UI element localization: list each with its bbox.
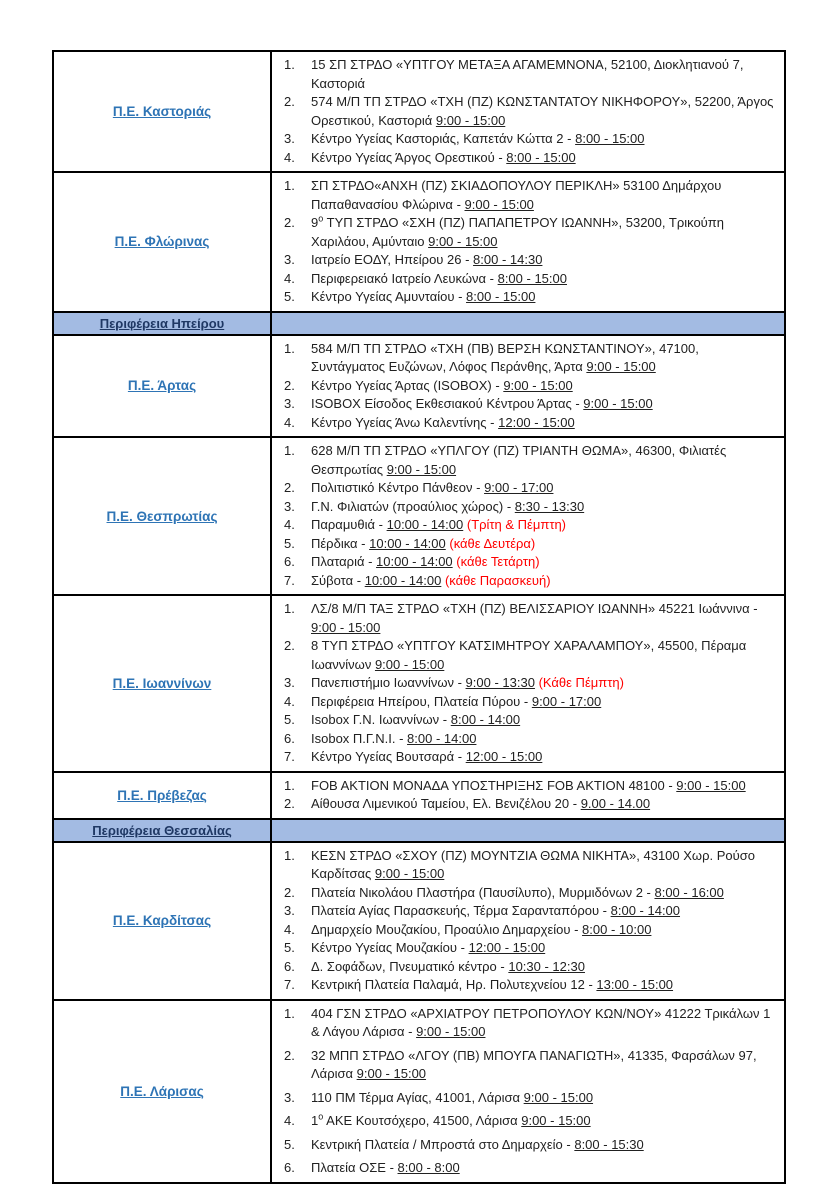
location-text: Πλατεία Νικολάου Πλαστήρα (Παυσίλυπο), Μυρμιδόνων 2 -	[311, 884, 655, 900]
hours-range: 9:00 - 15:00	[416, 1024, 486, 1039]
location-item	[284, 637, 774, 674]
hours-range: 9:00 - 15:00	[503, 377, 573, 393]
region-cell	[54, 336, 272, 437]
ordinal-suffix: ο	[318, 1111, 324, 1122]
location-text: 628 Μ/Π ΤΠ ΣΤΡΔΟ «ΥΠΛΓΟΥ (ΠΖ) ΤΡΙΑΝΤΗ ΘΩΜΑ», 46300, Φιλιατές Θεσπρωτίας	[311, 443, 727, 477]
location-item	[284, 479, 774, 498]
location-text: 15 ΣΠ ΣΤΡΔΟ «ΥΠΤΓΟΥ ΜΕΤΑΞΑ ΑΓΑΜΕΜΝΟΝΑ, 52100, Διοκλητιανού 7, Καστοριά	[311, 57, 744, 91]
location-text: Κεντρική Πλατεία / Μπροστά στο Δημαρχείο -	[311, 1136, 575, 1152]
locations-cell	[272, 773, 784, 818]
table-row	[54, 843, 784, 1001]
location-text: ISOBOX Είσοδος Εκθεσιακού Κέντρου Άρτας -	[311, 396, 584, 411]
location-text: Περιφερειακό Ιατρείο Λευκώνα -	[311, 270, 498, 286]
region-link[interactable]: Π.Ε. Ιωαννίνων	[112, 675, 212, 691]
location-text: ΤΥΠ ΣΤΡΔΟ «ΣΧΗ (ΠΖ) ΠΑΠΑΠΕΤΡΟΥ ΙΩΑΝΝΗ», 53200, Τρικούπη Χαριλάου, Αμύνταιο	[311, 215, 724, 249]
location-item	[284, 498, 774, 517]
location-text: ΚΕΣΝ ΣΤΡΔΟ «ΣΧΟΥ (ΠΖ) ΜΟΥΝΤΖΙΑ ΘΩΜΑ ΝΙΚΗΤΑ», 43100 Χωρ. Ρούσο Καρδίτσας	[311, 847, 755, 881]
location-text: FOB AKTION ΜΟΝΑΔΑ ΥΠΟΣΤΗΡΙΞΗΣ FOB AKTION 48100 -	[311, 777, 677, 793]
location-text: 110 ΠΜ Τέρμα Αγίας, 41001, Λάρισα	[311, 1089, 524, 1105]
location-text: Παραμυθιά -	[311, 517, 387, 532]
location-item	[284, 340, 774, 377]
location-item	[284, 1089, 774, 1108]
hours-range: 8:00 - 16:00	[654, 884, 724, 900]
location-text: Πολιτιστικό Κέντρο Πάνθεον -	[311, 480, 485, 495]
schedule-note: (κάθε Παρασκευή)	[444, 572, 551, 588]
table-row	[54, 596, 784, 773]
location-list	[272, 847, 774, 995]
hours-range: 8:00 - 10:00	[582, 921, 652, 937]
hours-range: 8:30 - 13:30	[514, 498, 585, 514]
location-item	[284, 1159, 774, 1178]
location-list	[272, 340, 774, 433]
locations-cell	[272, 596, 784, 771]
hours-range: 8:00 - 15:00	[497, 270, 567, 286]
region-link[interactable]: Π.Ε. Θεσπρωτίας	[106, 508, 218, 524]
hours-range: 9:00 - 15:00	[523, 1089, 594, 1105]
location-item	[284, 902, 774, 921]
location-item	[284, 1047, 774, 1084]
location-item	[284, 270, 774, 289]
locations-cell	[272, 336, 784, 437]
table-row	[54, 336, 784, 439]
region-cell	[54, 773, 272, 818]
location-list	[272, 442, 774, 590]
location-list	[272, 56, 774, 167]
location-list	[272, 777, 774, 814]
hours-range: 9:00 - 15:00	[311, 619, 381, 635]
hours-range: 8:00 - 14:00	[407, 730, 477, 746]
region-cell	[54, 843, 272, 999]
schedule-note: (κάθε Τετάρτη)	[456, 554, 540, 569]
location-item	[284, 442, 774, 479]
location-list	[272, 1005, 774, 1178]
location-item	[284, 777, 774, 796]
hours-range: 9:00 - 17:00	[531, 693, 602, 709]
hours-range: 8:00 - 8:00	[397, 1160, 460, 1175]
hours-range: 9:00 - 15:00	[583, 396, 653, 411]
ordinal-suffix: ο	[318, 213, 324, 224]
location-item	[284, 130, 774, 149]
section-header-row	[54, 313, 784, 336]
location-text: Πέρδικα -	[311, 535, 370, 551]
location-item	[284, 693, 774, 712]
hours-range: 9:00 - 15:00	[428, 233, 498, 249]
location-text: Γ.Ν. Φιλιατών (προαύλιος χώρος) -	[311, 498, 515, 514]
hours-range: 9:00 - 15:00	[374, 866, 445, 881]
hours-range: 9:00 - 17:00	[484, 480, 554, 495]
location-text: 1	[311, 1113, 319, 1128]
location-list	[272, 600, 774, 767]
section-header-cell	[54, 820, 272, 841]
location-item	[284, 395, 774, 414]
location-text: Περιφέρεια Ηπείρου, Πλατεία Πύρου -	[311, 693, 532, 709]
location-item	[284, 939, 774, 958]
location-text: Πανεπιστήμιο Ιωαννίνων -	[311, 675, 466, 690]
location-item	[284, 600, 774, 637]
location-text: Isobox Π.Γ.Ν.Ι. -	[311, 730, 408, 746]
locations-cell	[272, 438, 784, 594]
hours-range: 9:00 - 15:00	[435, 112, 506, 128]
location-item	[284, 214, 774, 251]
region-link[interactable]: Π.Ε. Καρδίτσας	[112, 913, 212, 928]
location-text: ΑΚΕ Κουτσόχερο, 41500, Λάρισα	[323, 1113, 522, 1128]
hours-range: 9:00 - 15:00	[374, 656, 445, 672]
schedule-note: (Κάθε Πέμπτη)	[538, 675, 624, 690]
location-item	[284, 958, 774, 977]
locations-cell	[272, 173, 784, 311]
table-row	[54, 438, 784, 596]
location-item	[284, 847, 774, 884]
location-text: 404 ΓΣΝ ΣΤΡΔΟ «ΑΡΧΙΑΤΡΟΥ ΠΕΤΡΟΠΟΥΛΟΥ ΚΩΝ/ΝΟΥ» 41222 Τρικάλων 1 & Λάγου Λάρισα -	[311, 1005, 771, 1039]
location-text: 32 ΜΠΠ ΣΤΡΔΟ «ΛΓΟΥ (ΠΒ) ΜΠΟΥΓΑ ΠΑΝΑΓΙΩΤΗ», 41335, Φαρσάλων 97, Λάρισα	[311, 1047, 757, 1081]
location-item	[284, 884, 774, 903]
hours-range: 8:00 - 14:00	[610, 903, 681, 918]
locations-cell	[272, 1001, 784, 1182]
region-link[interactable]: Π.Ε. Λάρισας	[120, 1083, 204, 1099]
location-item	[284, 711, 774, 730]
region-cell	[54, 1001, 272, 1182]
schedule-table	[52, 50, 786, 1184]
section-header-row	[54, 820, 784, 843]
location-text: Κέντρο Υγείας Άρτας (ISOBOX) -	[311, 377, 504, 393]
section-header-label: Περιφέρεια Θεσσαλίας	[92, 822, 232, 838]
location-text: Isobox Γ.Ν. Ιωαννίνων -	[311, 712, 451, 727]
region-cell	[54, 52, 272, 171]
location-text: Δ. Σοφάδων, Πνευματικό κέντρο -	[311, 958, 509, 974]
region-link[interactable]: Π.Ε. Καστοριάς	[112, 104, 212, 119]
location-text: 574 Μ/Π ΤΠ ΣΤΡΔΟ «ΤΧΗ (ΠΖ) ΚΩΝΣΤΑΝΤΑΤΟΥ ΝΙΚΗΦΟΡΟΥ», 52200, Άργος Ορεστικού, Καστοριά	[311, 94, 774, 128]
region-link[interactable]: Π.Ε. Πρέβεζας	[117, 787, 207, 803]
location-text: Κέντρο Υγείας Καστοριάς, Καπετάν Κώττα 2 -	[311, 131, 576, 146]
hours-range: 12:00 - 15:00	[498, 414, 575, 430]
region-link[interactable]: Π.Ε. Άρτας	[127, 378, 197, 394]
hours-range: 8:00 - 14:00	[450, 712, 521, 727]
location-item	[284, 535, 774, 554]
location-item	[284, 553, 774, 572]
hours-range: 9:00 - 15:00	[464, 196, 534, 212]
location-item	[284, 516, 774, 535]
location-item	[284, 674, 774, 693]
location-item	[284, 572, 774, 591]
table-row	[54, 773, 784, 820]
hours-range: 10:00 - 14:00	[386, 517, 464, 532]
location-item	[284, 56, 774, 93]
hours-range: 9:00 - 15:00	[586, 359, 656, 374]
hours-range: 8:00 - 15:30	[574, 1136, 644, 1152]
hours-range: 9:00 - 13:30	[465, 675, 535, 690]
location-text: Κέντρο Υγείας Αμυνταίου -	[311, 289, 467, 304]
hours-range: 8:00 - 15:00	[506, 149, 576, 165]
location-text: Αίθουσα Λιμενικού Ταμείου, Ελ. Βενιζέλου 20 -	[311, 796, 581, 811]
location-text: Κέντρο Υγείας Άργος Ορεστικού -	[311, 149, 507, 165]
location-item	[284, 93, 774, 130]
hours-range: 13:00 - 15:00	[596, 977, 674, 992]
location-item	[284, 149, 774, 168]
location-text: Κέντρο Υγείας Μουζακίου -	[311, 940, 469, 955]
location-item	[284, 976, 774, 995]
table-row	[54, 173, 784, 313]
hours-range: 8:00 - 15:00	[466, 289, 536, 304]
location-item	[284, 1136, 774, 1155]
location-text: ΛΣ/8 Μ/Π ΤΑΞ ΣΤΡΔΟ «ΤΧΗ (ΠΖ) ΒΕΛΙΣΣΑΡΙΟΥ ΙΩΑΝΝΗ» 45221 Ιωάννινα -	[311, 601, 758, 616]
location-item	[284, 748, 774, 767]
location-item	[284, 288, 774, 307]
section-header-label: Περιφέρεια Ηπείρου	[99, 315, 225, 331]
hours-range: 10:00 - 14:00	[369, 535, 446, 551]
section-header-spacer	[272, 820, 784, 841]
hours-range: 9:00 - 15:00	[386, 461, 457, 477]
hours-range: 10:00 - 14:00	[376, 554, 453, 569]
hours-range: 9.00 - 14.00	[580, 796, 651, 811]
location-text: Κέντρο Υγείας Βουτσαρά -	[311, 749, 466, 764]
location-item	[284, 414, 774, 433]
locations-cell	[272, 843, 784, 999]
location-text: Ιατρείο ΕΟΔΥ, Ηπείρου 26 -	[311, 252, 474, 267]
region-cell	[54, 173, 272, 311]
hours-range: 12:00 - 15:00	[465, 749, 543, 764]
location-item	[284, 730, 774, 749]
hours-range: 10:00 - 14:00	[364, 572, 442, 588]
hours-range: 9:00 - 15:00	[521, 1113, 591, 1128]
hours-range: 8:00 - 14:30	[473, 252, 543, 267]
section-header-cell	[54, 313, 272, 334]
location-list	[272, 177, 774, 307]
table-row	[54, 1001, 784, 1182]
location-text: Κέντρο Υγείας Άνω Καλεντίνης -	[311, 414, 499, 430]
table-row	[54, 52, 784, 173]
location-item	[284, 377, 774, 396]
location-text: 584 Μ/Π ΤΠ ΣΤΡΔΟ «ΤΧΗ (ΠΒ) ΒΕΡΣΗ ΚΩΝΣΤΑΝΤΙΝΟΥ», 47100, Συντάγματος Ευζώνων, Λόφος Περάνθης, Άρτα	[311, 340, 699, 374]
schedule-note: (κάθε Δευτέρα)	[449, 535, 536, 551]
location-text: Κεντρική Πλατεία Παλαμά, Ηρ. Πολυτεχνείου 12 -	[311, 977, 597, 992]
section-header-spacer	[272, 313, 784, 334]
hours-range: 9:00 - 15:00	[676, 777, 746, 793]
location-text: Πλατεία Αγίας Παρασκευής, Τέρμα Σαρανταπόρου -	[311, 903, 611, 918]
region-cell	[54, 438, 272, 594]
location-item	[284, 795, 774, 814]
location-text: Δημαρχείο Μουζακίου, Προαύλιο Δημαρχείου -	[311, 921, 583, 937]
location-text: Πλατεία ΟΣΕ -	[311, 1160, 398, 1175]
region-link[interactable]: Π.Ε. Φλώρινας	[114, 234, 210, 250]
locations-cell	[272, 52, 784, 171]
location-text: 8 ΤΥΠ ΣΤΡΔΟ «ΥΠΤΓΟΥ ΚΑΤΣΙΜΗΤΡΟΥ ΧΑΡΑΛΑΜΠΟΥ», 45500, Πέραμα Ιωαννίνων	[311, 638, 747, 672]
hours-range: 10:30 - 12:30	[508, 958, 585, 974]
location-text: Σύβοτα -	[311, 572, 365, 588]
location-item	[284, 921, 774, 940]
location-item	[284, 251, 774, 270]
hours-range: 12:00 - 15:00	[468, 940, 546, 955]
region-cell	[54, 596, 272, 771]
hours-range: 8:00 - 15:00	[575, 131, 645, 146]
location-item	[284, 1112, 774, 1131]
hours-range: 9:00 - 15:00	[356, 1066, 427, 1081]
location-text: ΣΠ ΣΤΡΔΟ«ΑΝΧΗ (ΠΖ) ΣΚΙΑΔΟΠΟΥΛΟΥ ΠΕΡΙΚΛΗ» 53100 Δημάρχου Παπαθανασίου Φλώρινα -	[311, 178, 722, 212]
location-text: Πλαταριά -	[311, 554, 377, 569]
schedule-note: (Τρίτη & Πέμπτη)	[466, 517, 567, 532]
location-text: 9	[311, 215, 319, 230]
location-item	[284, 177, 774, 214]
location-item	[284, 1005, 774, 1042]
